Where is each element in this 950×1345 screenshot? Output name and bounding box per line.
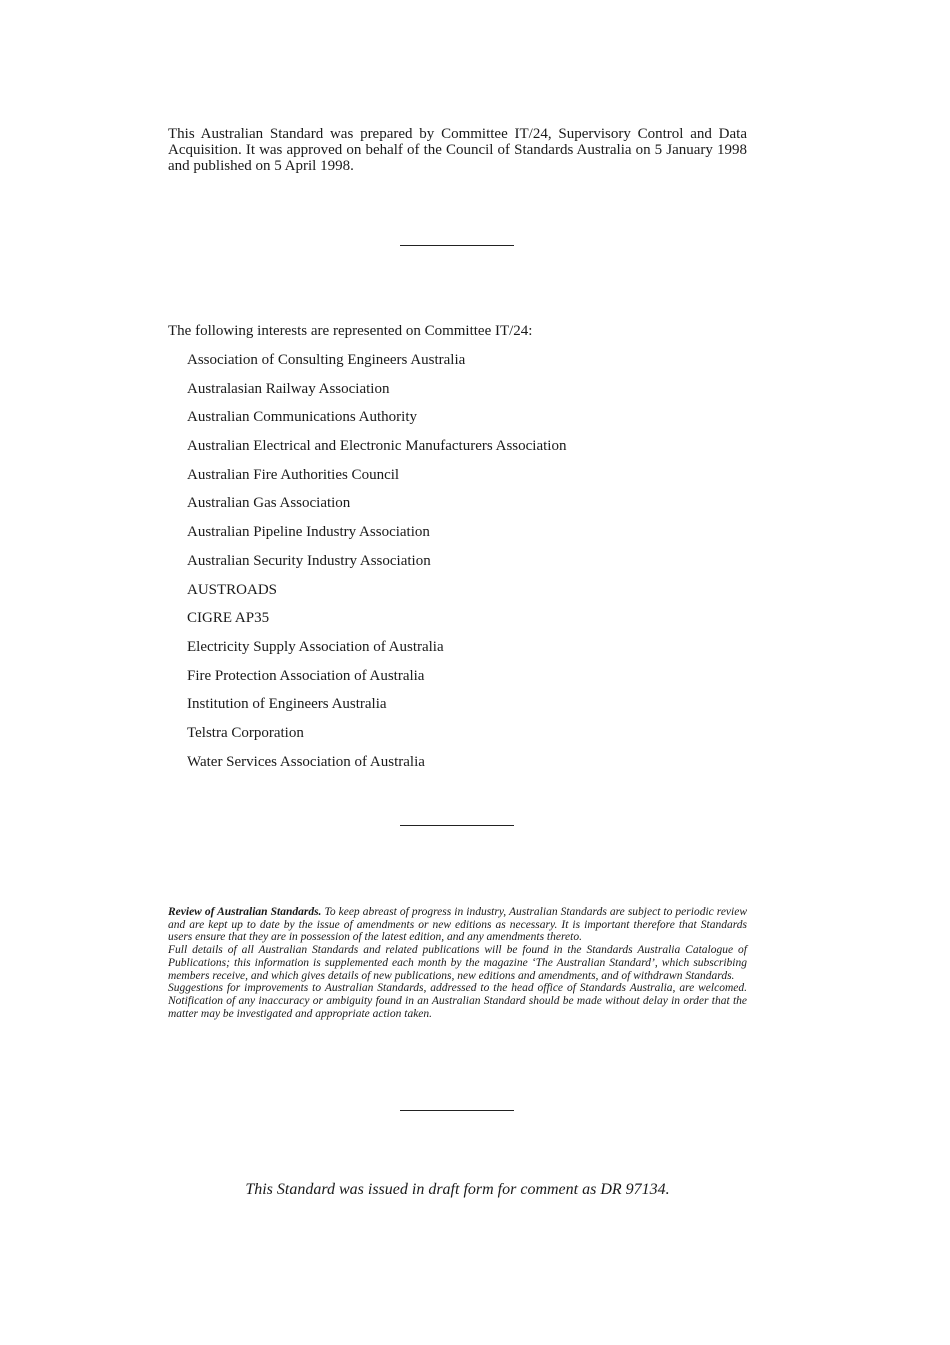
- review-paragraph: [168, 906, 747, 944]
- list-item: Association of Consulting Engineers Australia: [187, 352, 466, 368]
- list-item: Telstra Corporation: [187, 724, 304, 741]
- section-divider: [400, 1110, 514, 1111]
- interests-list: [187, 351, 566, 781]
- list-item: Water Services Association of Australia: [187, 753, 425, 770]
- review-lead: Review of Australian Standards.: [168, 906, 322, 918]
- list-item: Institution of Engineers Australia: [187, 696, 387, 713]
- list-item: Australian Pipeline Industry Association: [187, 524, 430, 541]
- list-item: Australian Fire Authorities Council: [187, 466, 400, 483]
- list-item: Australian Communications Authority: [187, 409, 417, 426]
- list-item: Australian Electrical and Electronic Manufacturers Association: [187, 438, 567, 455]
- list-item: Electricity Supply Association of Australia: [187, 638, 444, 655]
- review-text: To keep abreast of progress in industry, Australian Standards are subject to periodic review and are kept up to date by the issue of amendments or new editions as necessary. It is important therefore that Standards users ensure that they are in possession of the latest edition, and any amendments thereto.: [168, 906, 748, 944]
- review-paragraph: Suggestions for improvements to Australian Standards, addressed to the head office of Standards Australia, are welcomed. Notification of any inaccuracy or ambiguity found in an Australian Standard should be made without delay in order that the matter may be investigated and appropriate action taken.: [168, 982, 747, 1020]
- list-item: Australian Security Industry Association: [187, 552, 431, 569]
- review-paragraph: Full details of all Australian Standards and related publications will be found in the Standards Australia Catalogue of Publications; this information is supplemented each month by the magazine ‘The Australian Standard’, which subscribing members receive, and which gives details of new publications, new editions and amendments, and of withdrawn Standards.: [168, 944, 747, 982]
- interests-heading: The following interests are represented on Committee IT/24:: [168, 323, 533, 339]
- list-item: Australian Gas Association: [187, 495, 351, 512]
- list-item: Fire Protection Association of Australia: [187, 667, 425, 684]
- section-divider: [400, 245, 514, 246]
- review-notice: [168, 906, 747, 1020]
- list-item: AUSTROADS: [187, 581, 278, 598]
- list-item: CIGRE AP35: [187, 610, 270, 627]
- draft-note: This Standard was issued in draft form for comment as DR 97134.: [245, 1181, 670, 1198]
- section-divider: [400, 825, 514, 826]
- preparation-statement: This Australian Standard was prepared by Committee IT/24, Supervisory Control and Data Acquisition. It was approved on behalf of the Council of Standards Australia on 5 January 1998 and published on 5 April 1998.: [168, 126, 747, 174]
- list-item: Australasian Railway Association: [187, 380, 390, 397]
